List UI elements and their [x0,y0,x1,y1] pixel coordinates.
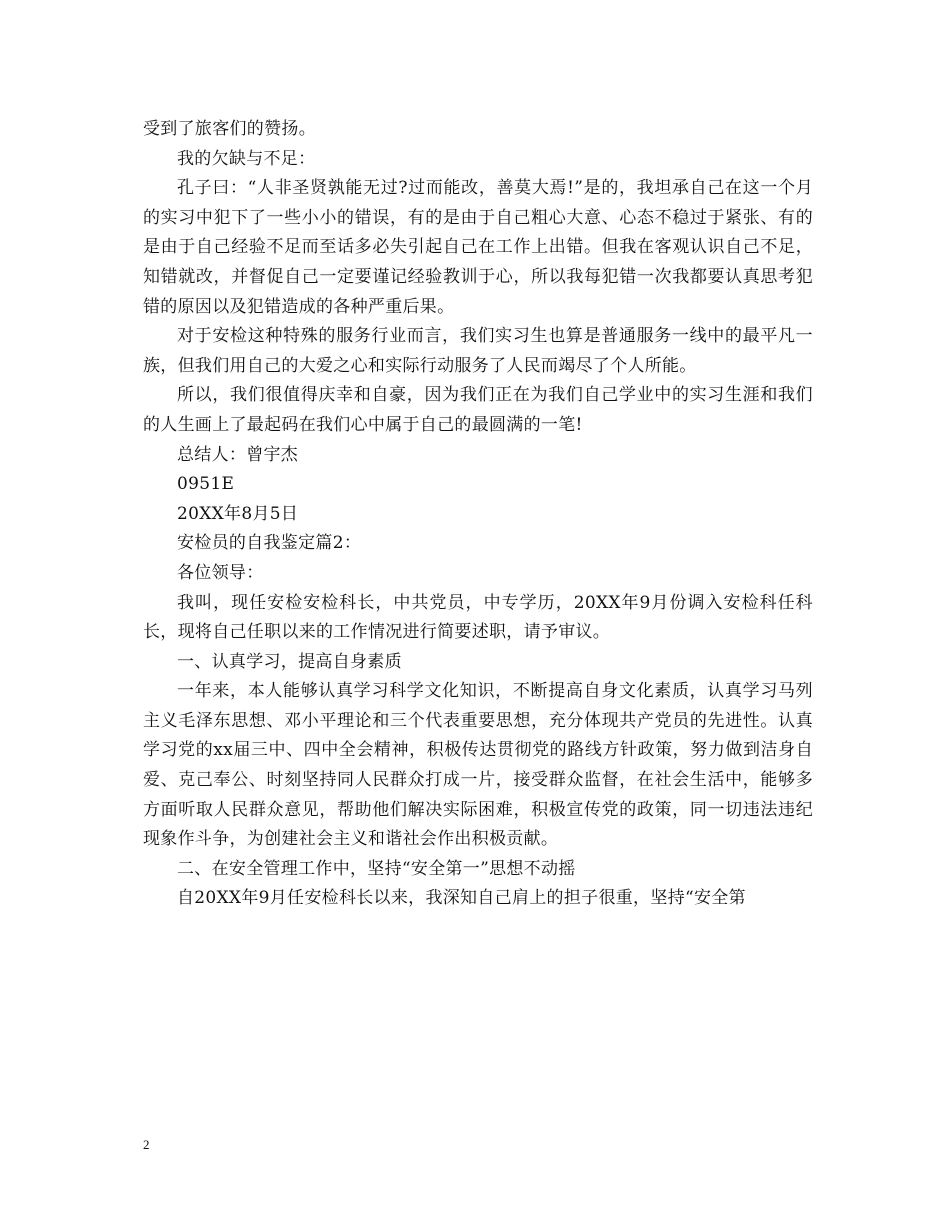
paragraph: 总结人：曾宇杰 [177,444,299,465]
paragraph: 受到了旅客们的赞扬。 [143,119,316,139]
paragraph: 一、认真学习，提高自身素质 [177,651,402,672]
page-number: 2 [143,1137,150,1152]
paragraph: 二、在安全管理工作中，坚持“安全第一”思想不动摇 [177,858,576,879]
paragraph: 孔子曰：“人非圣贤孰能无过?过而能改，善莫大焉!”是的，我坦承自己在这一个月的实习中犯下了一些小小的错误，有的是由于自己粗心大意、心态不稳过于紧张、有的是由于自己经验不足而至话多必失引起自己在工作上出错。但我在客观认识自己不足，知错就改，并督促自己一定要谨记经验教训于心，所以我每犯错一次我都要认真思考犯错的原因以及犯错造成的各种严重后果。 [143,178,813,317]
paragraph: 我叫，现任安检安检科长，中共党员，中专学历，20XX年9月份调入安检科任科长，现将自己任职以来的工作情况进行简要述职，请予审议。 [143,592,813,643]
paragraph: 各位领导： [177,562,264,583]
paragraph: 20XX年8月5日 [177,503,299,524]
paragraph: 0951E [177,474,235,495]
paragraph: 我的欠缺与不足： [177,148,316,169]
document-body [143,115,813,914]
paragraph: 安检员的自我鉴定篇2： [177,533,362,554]
paragraph: 所以，我们很值得庆幸和自豪，因为我们正在为我们自己学业中的实习生涯和我们的人生画上了最起码在我们心中属于自己的最圆满的一笔! [143,385,813,435]
paragraph: 对于安检这种特殊的服务行业而言，我们实习生也算是普通服务一线中的最平凡一族，但我们用自己的大爱之心和实际行动服务了人民而竭尽了个人所能。 [143,326,813,376]
paragraph: 自20XX年9月任安检科长以来，我深知自己肩上的担子很重，坚持“安全第 [177,888,746,909]
paragraph: 一年来，本人能够认真学习科学文化知识，不断提高自身文化素质，认真学习马列主义毛泽东思想、邓小平理论和三个代表重要思想，充分体现共产党员的先进性。认真学习党的xx届三中、四中全会精神，积极传达贯彻党的路线方针政策，努力做到洁身自爱、克己奉公、时刻坚持同人民群众打成一片，接受群众监督，在社会生活中，能够多方面听取人民群众意见，帮助他们解决实际困难，积极宣传党的政策，同一切违法违纪现象作斗争，为创建社会主义和谐社会作出积极贡献。 [143,681,813,850]
